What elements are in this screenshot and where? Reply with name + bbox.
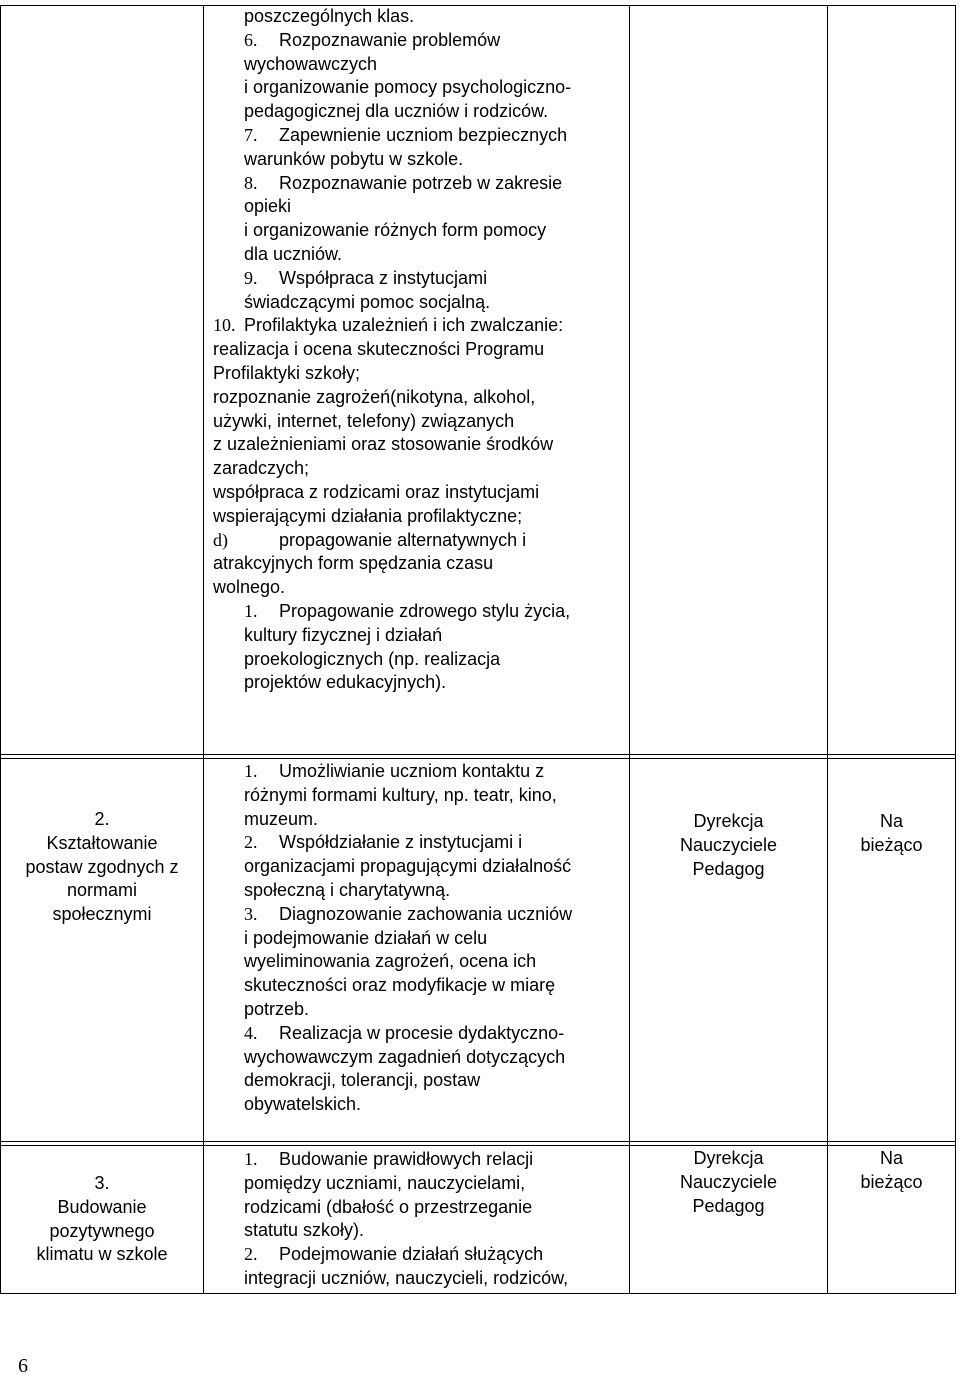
- content-line: Rozpoznawanie potrzeb w zakresie: [279, 172, 563, 193]
- area-title-line: Budowanie: [57, 1196, 147, 1217]
- content-line: integracji uczniów, nauczycieli, rodziców,: [244, 1268, 569, 1288]
- list-number: 8.: [244, 172, 258, 193]
- list-number: 1.: [244, 1149, 258, 1169]
- content-line: opieki: [244, 196, 292, 217]
- row-3-bottom-border: [0, 1293, 956, 1294]
- content-line: wyeliminowania zagrożeń, ocena ich: [244, 951, 537, 972]
- content-line: Profilaktyki szkoły;: [213, 363, 361, 383]
- responsible-line: Nauczyciele: [679, 834, 778, 855]
- list-number: 4.: [244, 1022, 258, 1043]
- list-number: 10.: [213, 315, 236, 336]
- content-line: warunków pobytu w szkole.: [244, 148, 464, 169]
- content-line: Budowanie prawidłowych relacji: [279, 1149, 534, 1169]
- content-line: Podejmowanie działań służących: [279, 1244, 544, 1265]
- content-line: wolnego.: [213, 577, 286, 598]
- content-line: używki, internet, telefony) związanych: [213, 410, 515, 431]
- content-line: różnymi formami kultury, np. teatr, kino,: [244, 784, 557, 805]
- responsible-line: Nauczyciele: [679, 1171, 778, 1192]
- content-line: demokracji, tolerancji, postaw: [244, 1070, 481, 1091]
- content-line: współpraca z rodzicami oraz instytucjami: [213, 482, 540, 502]
- content-line: potrzeb.: [244, 999, 310, 1019]
- content-line: organizacjami propagującymi działalność: [244, 856, 572, 877]
- row-2-bottom-border: [0, 1141, 956, 1142]
- content-line: z uzależnieniami oraz stosowanie środków: [213, 434, 554, 455]
- area-title-line: 2.: [94, 809, 110, 829]
- content-line: wspierającymi działania profilaktyczne;: [213, 505, 523, 526]
- content-line: propagowanie alternatywnych i: [279, 529, 527, 550]
- content-line: Diagnozowanie zachowania uczniów: [279, 903, 573, 924]
- responsible-line: Pedagog: [692, 858, 765, 879]
- content-line: pomiędzy uczniami, nauczycielami,: [244, 1172, 526, 1193]
- column-divider-3: [827, 5, 828, 1294]
- content-line: i podejmowanie działań w celu: [244, 927, 488, 948]
- list-number: d): [213, 529, 228, 550]
- content-line: obywatelskich.: [244, 1094, 362, 1115]
- list-number: 7.: [244, 125, 258, 145]
- row-1-top-border: [0, 5, 956, 6]
- page-number: 6: [18, 1355, 28, 1377]
- list-number: 1.: [244, 761, 258, 781]
- content-line: atrakcyjnych form spędzania czasu: [213, 553, 494, 574]
- content-line: Współdziałanie z instytucjami i: [279, 832, 523, 853]
- area-title-line: klimatu w szkole: [36, 1244, 168, 1265]
- term-line: bieżąco: [860, 834, 923, 855]
- content-line: dla uczniów.: [244, 244, 343, 264]
- column-divider-2: [629, 5, 630, 1294]
- content-line: pedagogicznej dla uczniów i rodziców.: [244, 101, 549, 122]
- list-number: 2.: [244, 1244, 258, 1265]
- content-line: statutu szkoły).: [244, 1220, 365, 1241]
- content-line: Współpraca z instytucjami: [279, 267, 488, 288]
- row-2-top-border: [0, 758, 956, 759]
- content-line: skuteczności oraz modyfikacje w miarę: [244, 975, 556, 996]
- content-line: świadczącymi pomoc socjalną.: [244, 291, 491, 312]
- responsible-line: Pedagog: [692, 1195, 765, 1216]
- list-number: 1.: [244, 601, 258, 621]
- table-border-left: [0, 5, 1, 1294]
- content-line: Rozpoznawanie problemów: [279, 29, 501, 50]
- content-line: Umożliwianie uczniom kontaktu z: [279, 761, 545, 781]
- table-border-right: [955, 5, 956, 1294]
- area-title-line: normami: [66, 880, 137, 901]
- column-divider-1: [203, 5, 204, 1294]
- content-line: projektów edukacyjnych).: [244, 672, 447, 693]
- content-line: poszczególnych klas.: [244, 6, 415, 26]
- term-line: bieżąco: [860, 1171, 923, 1192]
- content-line: społeczną i charytatywną.: [244, 880, 451, 900]
- content-line: wychowawczym zagadnień dotyczących: [244, 1046, 566, 1067]
- term-line: Na: [879, 1148, 903, 1168]
- list-number: 3.: [244, 903, 258, 924]
- content-line: kultury fizycznej i działań: [244, 624, 443, 645]
- content-line: rodzicami (dbałość o przestrzeganie: [244, 1196, 533, 1217]
- content-line: wychowawczych: [244, 53, 378, 74]
- content-line: realizacja i ocena skuteczności Programu: [213, 339, 545, 360]
- term-line: Na: [879, 811, 903, 831]
- content-line: Realizacja w procesie dydaktyczno-: [279, 1022, 565, 1043]
- responsible-line: Dyrekcja: [693, 1148, 764, 1168]
- area-title-line: pozytywnego: [49, 1220, 155, 1241]
- content-line: proekologicznych (np. realizacja: [244, 648, 501, 669]
- list-number: 6.: [244, 29, 258, 50]
- row-3-top-border: [0, 1145, 956, 1146]
- area-title-line: 3.: [94, 1173, 110, 1193]
- content-line: i organizowanie różnych form pomocy: [244, 220, 547, 241]
- area-title-line: społecznymi: [52, 904, 152, 925]
- responsible-line: Dyrekcja: [693, 811, 764, 831]
- list-number: 2.: [244, 832, 258, 853]
- area-title-line: postaw zgodnych z: [25, 856, 179, 877]
- content-line: i organizowanie pomocy psychologiczno-: [244, 77, 572, 98]
- area-title-line: Kształtowanie: [46, 832, 158, 853]
- list-number: 9.: [244, 267, 258, 288]
- content-line: Zapewnienie uczniom bezpiecznych: [279, 125, 568, 145]
- row-1-bottom-border: [0, 754, 956, 755]
- content-line: muzeum.: [244, 808, 319, 829]
- content-line: Propagowanie zdrowego stylu życia,: [279, 601, 571, 621]
- content-line: rozpoznanie zagrożeń(nikotyna, alkohol,: [213, 386, 536, 407]
- content-line: Profilaktyka uzależnień i ich zwalczanie:: [244, 315, 564, 336]
- content-line: zaradczych;: [213, 458, 310, 479]
